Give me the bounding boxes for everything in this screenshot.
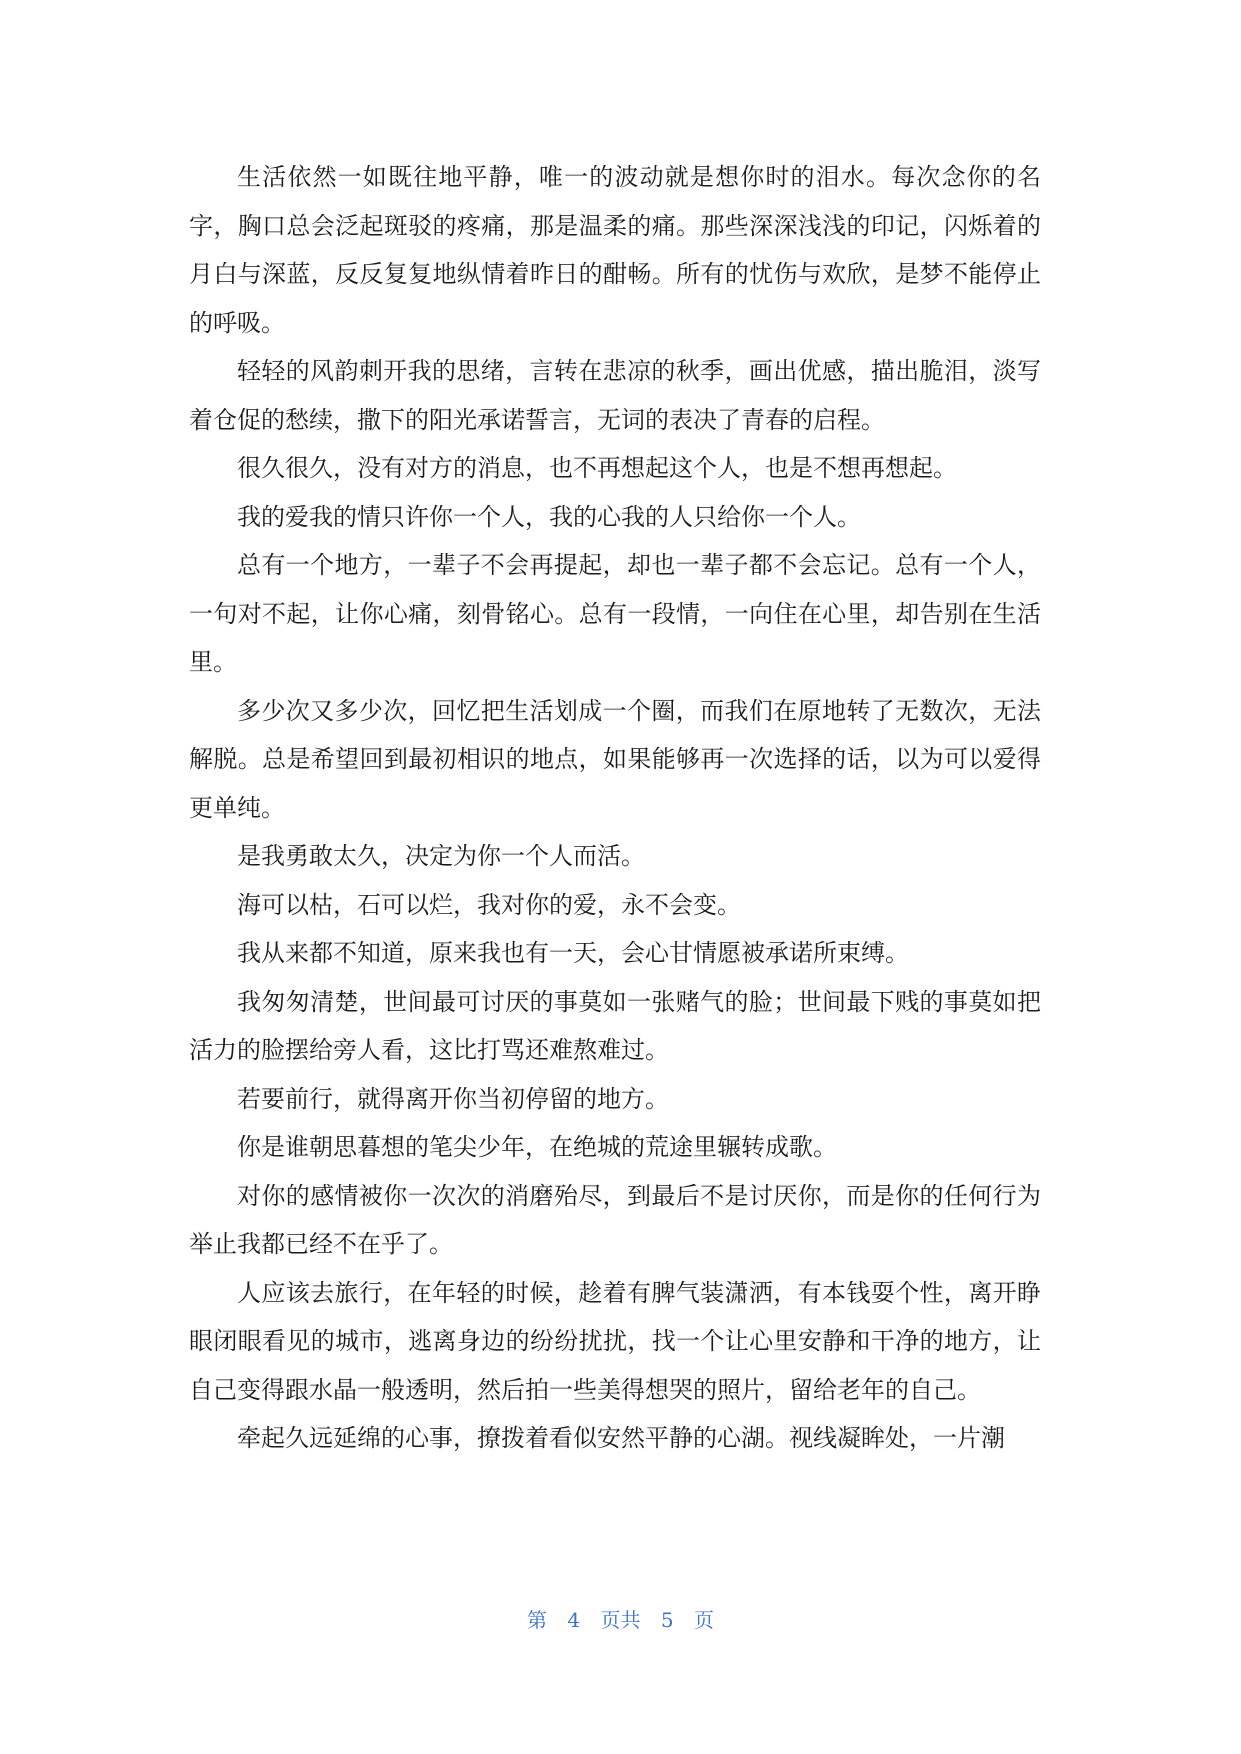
paragraph-9: 我从来都不知道，原来我也有一天，会心甘情愿被承诺所束缚。 <box>237 939 909 967</box>
footer-current-page: 4 <box>567 1608 581 1632</box>
footer-middle: 页共 <box>600 1608 641 1632</box>
footer-prefix: 第 <box>527 1608 548 1632</box>
footer-suffix: 页 <box>693 1608 714 1632</box>
paragraph-6: 多少次又多少次，回忆把生活划成一个圈，而我们在原地转了无数次，无法解脱。总是希望回到最初相识的地点，如果能够再一次选择的话，以为可以爱得更单纯。 <box>189 696 1041 822</box>
footer-total-pages: 5 <box>660 1608 674 1632</box>
paragraph-10: 我匆匆清楚，世间最可讨厌的事莫如一张赌气的脸；世间最下贱的事莫如把活力的脸摆给旁人看，这比打骂还难熬难过。 <box>189 987 1041 1064</box>
page-footer <box>0 1604 1241 1633</box>
paragraph-14: 人应该去旅行，在年轻的时候，趁着有脾气装潇洒，有本钱耍个性，离开睁眼闭眼看见的城市，逃离身边的纷纷扰扰，找一个让心里安静和干净的地方，让自己变得跟水晶一般透明，然后拍一些美得想哭的照片，留给老年的自己。 <box>189 1278 1041 1404</box>
paragraph-7: 是我勇敢太久，决定为你一个人而活。 <box>237 842 645 870</box>
document-body <box>189 153 1041 1463</box>
paragraph-13: 对你的感情被你一次次的消磨殆尽，到最后不是讨厌你，而是你的任何行为举止我都已经不在乎了。 <box>189 1181 1041 1258</box>
paragraph-1: 生活依然一如既往地平静，唯一的波动就是想你时的泪水。每次念你的名字，胸口总会泛起斑驳的疼痛，那是温柔的痛。那些深深浅浅的印记，闪烁着的月白与深蓝，反反复复地纵情着昨日的酣畅。所有的忧伤与欢欣，是梦不能停止的呼吸。 <box>189 163 1041 337</box>
paragraph-15: 牵起久远延绵的心事，撩拨着看似安然平静的心湖。视线凝眸处，一片潮 <box>237 1424 1005 1452</box>
paragraph-4: 我的爱我的情只许你一个人，我的心我的人只给你一个人。 <box>237 502 861 531</box>
paragraph-11: 若要前行，就得离开你当初停留的地方。 <box>237 1084 669 1113</box>
paragraph-8: 海可以枯，石可以烂，我对你的爱，永不会变。 <box>237 890 741 919</box>
paragraph-5: 总有一个地方，一辈子不会再提起，却也一辈子都不会忘记。总有一个人，一句对不起，让你心痛，刻骨铭心。总有一段情，一向住在心里，却告别在生活里。 <box>189 551 1041 676</box>
paragraph-3: 很久很久，没有对方的消息，也不再想起这个人，也是不想再想起。 <box>237 454 957 482</box>
paragraph-2: 轻轻的风韵刺开我的思绪，言转在悲凉的秋季，画出优感，描出脆泪，淡写着仓促的愁续，撒下的阳光承诺誓言，无词的表决了青春的启程。 <box>189 357 1041 434</box>
paragraph-12: 你是谁朝思暮想的笔尖少年，在绝城的荒途里辗转成歌。 <box>237 1133 837 1161</box>
